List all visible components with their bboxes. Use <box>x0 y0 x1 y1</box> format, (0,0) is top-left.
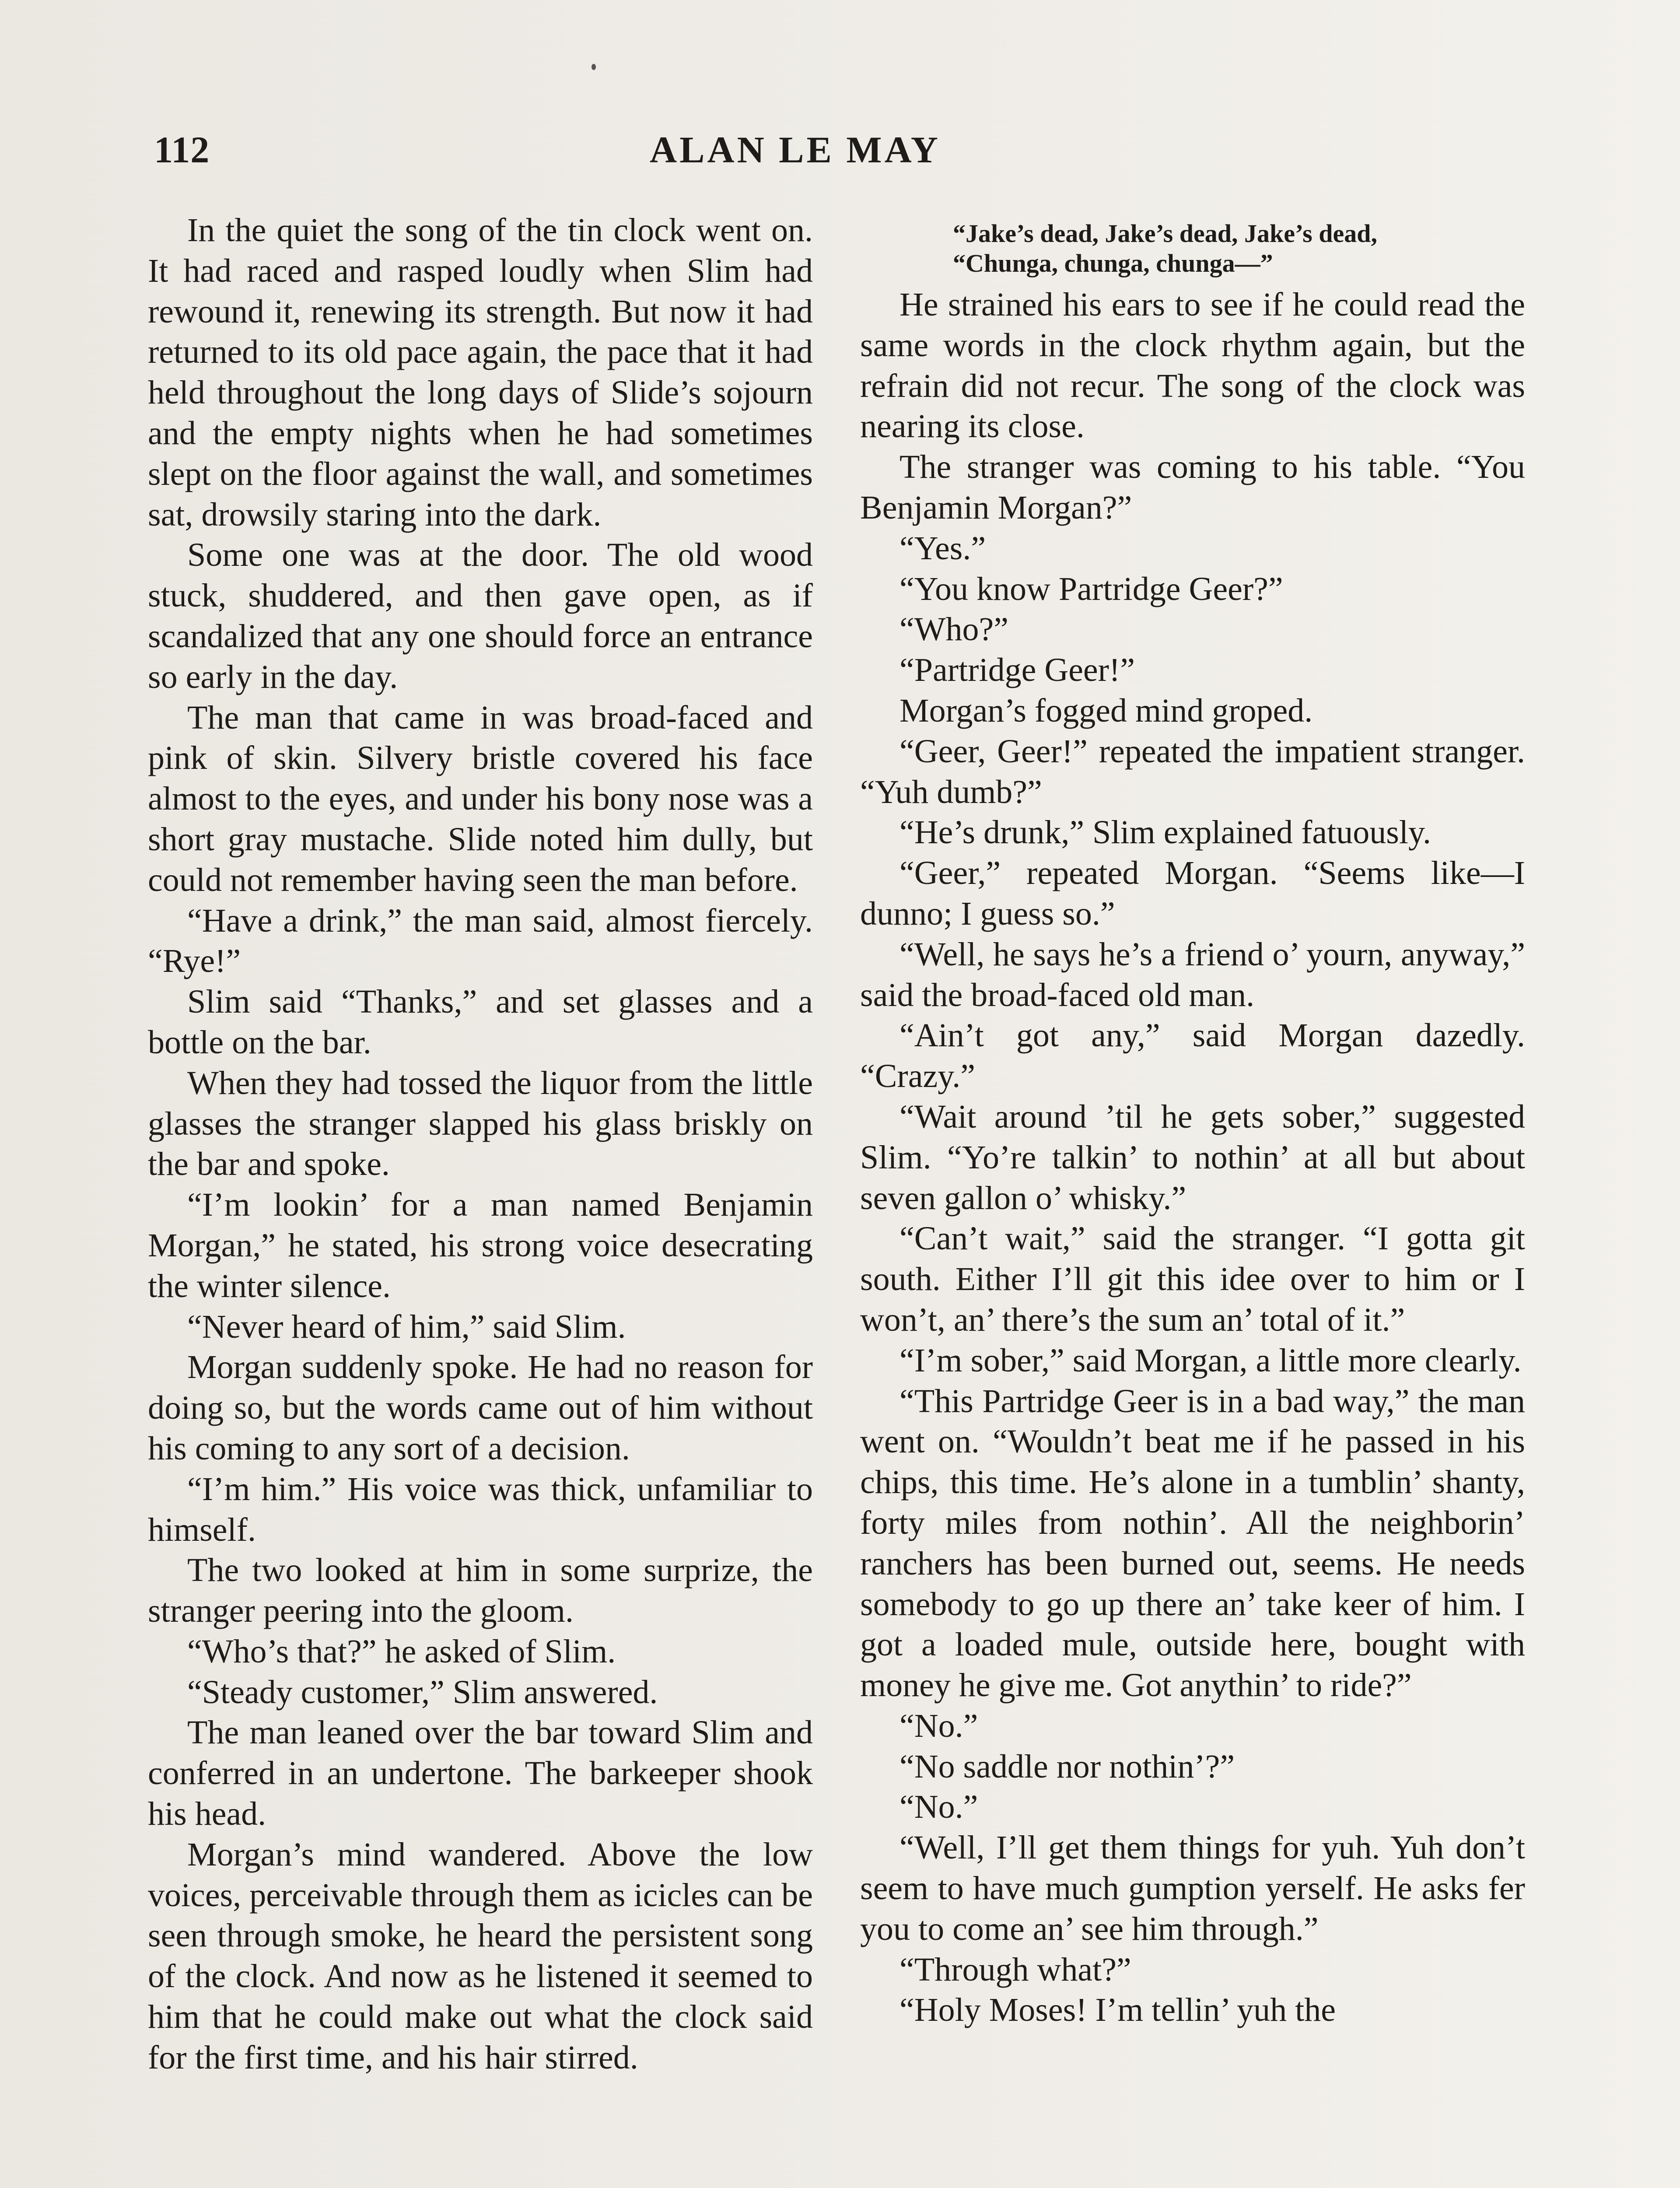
paragraph: “Steady customer,” Slim answered. <box>187 1673 658 1711</box>
paragraph: In the quiet the song of the tin clock went on. It had raced and rasped loudly when Slim had rewound it, renewing its strength. But now it had returned to its old pace again, the pace that it had held throughout the long days of Slide’s sojourn and the empty nights when he had sometimes slept on the floor against the wall, and sometimes sat, drowsily staring into the dark. <box>148 212 813 533</box>
right-column <box>860 210 1525 2030</box>
paragraph: Slim said “Thanks,” and set glasses and a bottle on the bar. <box>148 983 813 1061</box>
paragraph: “Through what?” <box>900 1951 1131 1988</box>
page-header <box>0 128 1680 176</box>
paragraph: “No.” <box>900 1707 978 1744</box>
paragraph: The man that came in was broad-faced and pink of skin. Silvery bristle covered his face almost to the eyes, and under his bony nose was a short gray mustache. Slide noted him dully, but could not remember having seen the man before. <box>148 699 813 898</box>
paragraph: The two looked at him in some surprize, the stranger peering into the gloom. <box>148 1552 813 1630</box>
paragraph: “Partridge Geer!” <box>900 652 1135 689</box>
page-number: 112 <box>154 129 210 171</box>
paragraph: Some one was at the door. The old wood stuck, shuddered, and then gave open, as if scandalized that any one should force an entrance so early in the day. <box>148 536 813 695</box>
paragraph: Morgan suddenly spoke. He had no reason for doing so, but the words came out of him without his coming to any sort of a decision. <box>148 1349 813 1467</box>
left-column <box>148 210 813 2078</box>
paragraph: “Who’s that?” he asked of Slim. <box>187 1633 616 1670</box>
paragraph: When they had tossed the liquor from the little glasses the stranger slapped his glass briskly on the bar and spoke. <box>148 1064 813 1183</box>
paragraph: The stranger was coming to his table. “You Benjamin Morgan?” <box>860 449 1525 526</box>
paragraph: “He’s drunk,” Slim explained fatuously. <box>900 814 1432 851</box>
paragraph: Morgan’s mind wandered. Above the low voices, perceivable through them as icicles can be seen through smoke, he heard the persistent song of the clock. And now as he listened it seemed to him that he could make out what the clock said for the first time, and his hair stirred. <box>148 1836 813 2076</box>
paragraph: “Holy Moses! I’m tellin’ yuh the <box>900 1992 1336 2029</box>
paragraph: “Well, he says he’s a friend o’ yourn, anyway,” said the broad-faced old man. <box>860 936 1525 1013</box>
paragraph: The man leaned over the bar toward Slim and conferred in an undertone. The barkeeper shook his head. <box>148 1714 813 1833</box>
paragraph: “This Partridge Geer is in a bad way,” the man went on. “Wouldn’t beat me if he passed in his chips, this time. He’s alone in a tumblin’ shanty, forty miles from nothin’. All the neighborin’ ranchers has been burned out, seems. He needs somebody to go up there an’ take keer of him. I got a loaded mule, outside here, bought with money he give me. Got anythin’ to ride?” <box>860 1382 1525 1704</box>
paragraph: “You know Partridge Geer?” <box>900 570 1283 607</box>
paragraph: “I’m him.” His voice was thick, unfamiliar to himself. <box>148 1470 813 1548</box>
print-speck <box>592 64 596 70</box>
paragraph: “Who?” <box>900 611 1008 648</box>
paragraph: “Ain’t got any,” said Morgan dazedly. “Crazy.” <box>860 1017 1525 1095</box>
verse-line: “Chunga, chunga, chunga—” <box>953 249 1273 277</box>
paragraph: “I’m lookin’ for a man named Benjamin Morgan,” he stated, his strong voice desecrating the winter silence. <box>148 1186 813 1304</box>
paragraph: “Have a drink,” the man said, almost fiercely. “Rye!” <box>148 902 813 980</box>
verse-line: “Jake’s dead, Jake’s dead, Jake’s dead, <box>953 219 1377 248</box>
paragraph: “Geer, Geer!” repeated the impatient stranger. “Yuh dumb?” <box>860 733 1525 810</box>
paragraph: “Well, I’ll get them things for yuh. Yuh don’t seem to have much gumption yerself. He asks fer you to come an’ see him through.” <box>860 1829 1525 1947</box>
paragraph: “No saddle nor nothin’?” <box>900 1748 1235 1785</box>
paragraph: “Yes.” <box>900 529 986 567</box>
paragraph: Morgan’s fogged mind groped. <box>900 692 1313 729</box>
paragraph: “Never heard of him,” said Slim. <box>187 1308 626 1345</box>
paragraph: “Wait around ’til he gets sober,” suggested Slim. “Yo’re talkin’ to nothin’ at all but about seven gallon o’ whisky.” <box>860 1098 1525 1217</box>
paragraph: “No.” <box>900 1788 978 1826</box>
paragraph: “Geer,” repeated Morgan. “Seems like—I dunno; I guess so.” <box>860 855 1525 932</box>
paragraph: “Can’t wait,” said the stranger. “I gotta git south. Either I’ll git this idee over to him or I won’t, an’ there’s the sum an’ total of it.” <box>860 1220 1525 1338</box>
paragraph: “I’m sober,” said Morgan, a little more clearly. <box>900 1342 1522 1379</box>
paragraph: He strained his ears to see if he could read the same words in the clock rhythm again, but the refrain did not recur. The song of the clock was nearing its close. <box>860 286 1525 445</box>
running-head-author: ALAN LE MAY <box>650 129 941 171</box>
clock-verse <box>860 210 1525 278</box>
